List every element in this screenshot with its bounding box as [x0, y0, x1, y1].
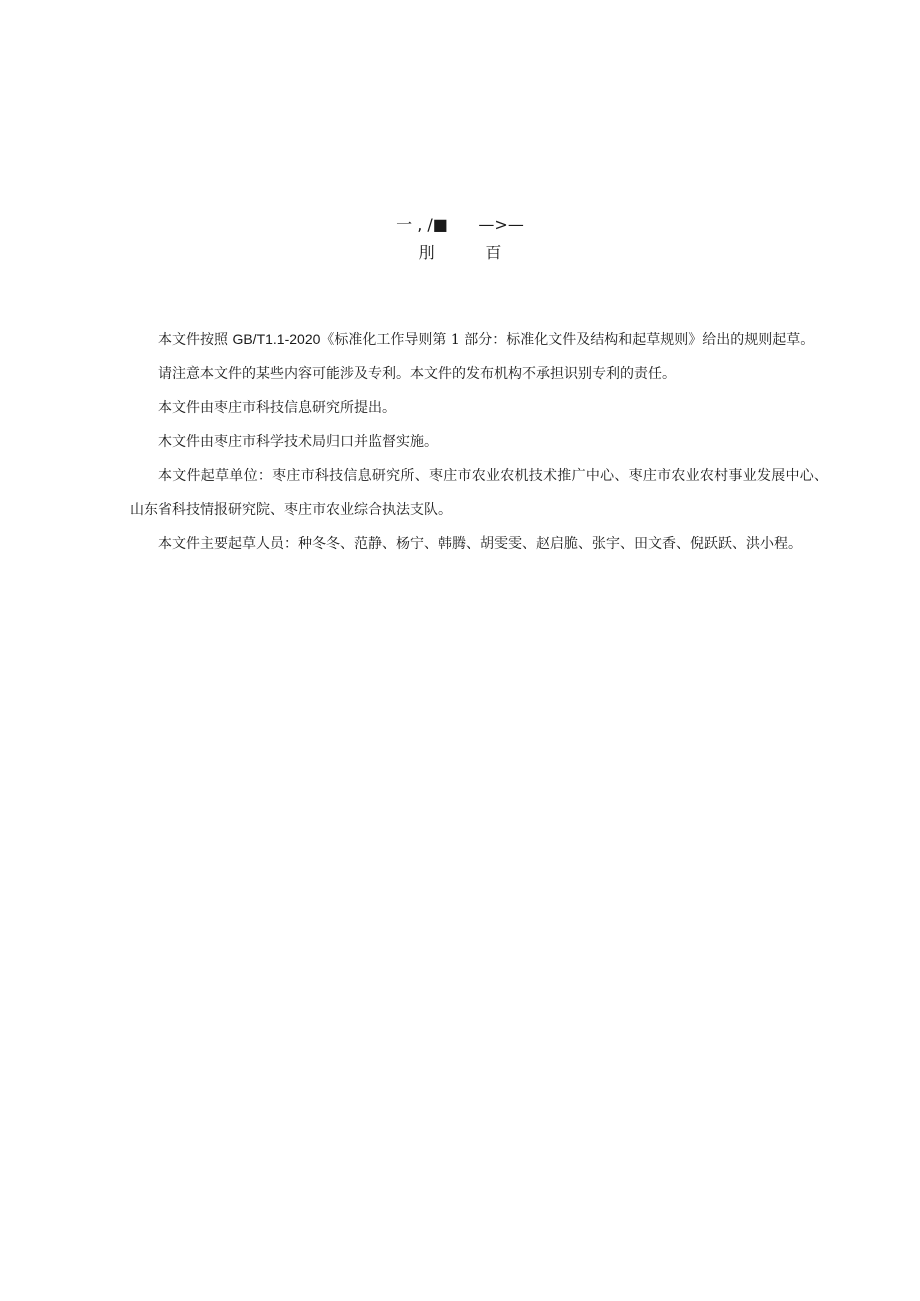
standard-code: GB/T1.1-2020: [232, 331, 321, 347]
preface-body: [130, 322, 828, 561]
preface-heading-garbled-line: 一 , /■ —>—: [396, 215, 524, 234]
paragraph-administrator: 木文件由枣庄市科学技术局归口并监督实施。: [158, 434, 438, 450]
paragraph-drafters: 本文件主要起草人员：种冬冬、范静、杨宁、韩腾、胡雯雯、赵启脆、张宇、田文香、倪跃跃、洪小程。: [158, 536, 802, 552]
paragraph-patent-notice: 请注意本文件的某些内容可能涉及专利。本文件的发布机构不承担识别专利的责任。: [158, 366, 676, 382]
paragraph-drafting-units: 本文件起草单位：枣庄市科技信息研究所、枣庄市农业农机技术推广中心、枣庄市农业农村事业发展中心、山东省科技情报研究院、枣庄市农业综合执法支队。: [130, 468, 828, 518]
preface-heading: 刖 百: [418, 243, 502, 262]
paragraph-drafting-rules: 本文件按照 GB/T1.1-2020《标准化工作导则第 1 部分：标准化文件及结构和起草规则》给出的规则起草。: [158, 331, 815, 348]
paragraph-proposer: 本文件由枣庄市科技信息研究所提出。: [158, 400, 396, 416]
